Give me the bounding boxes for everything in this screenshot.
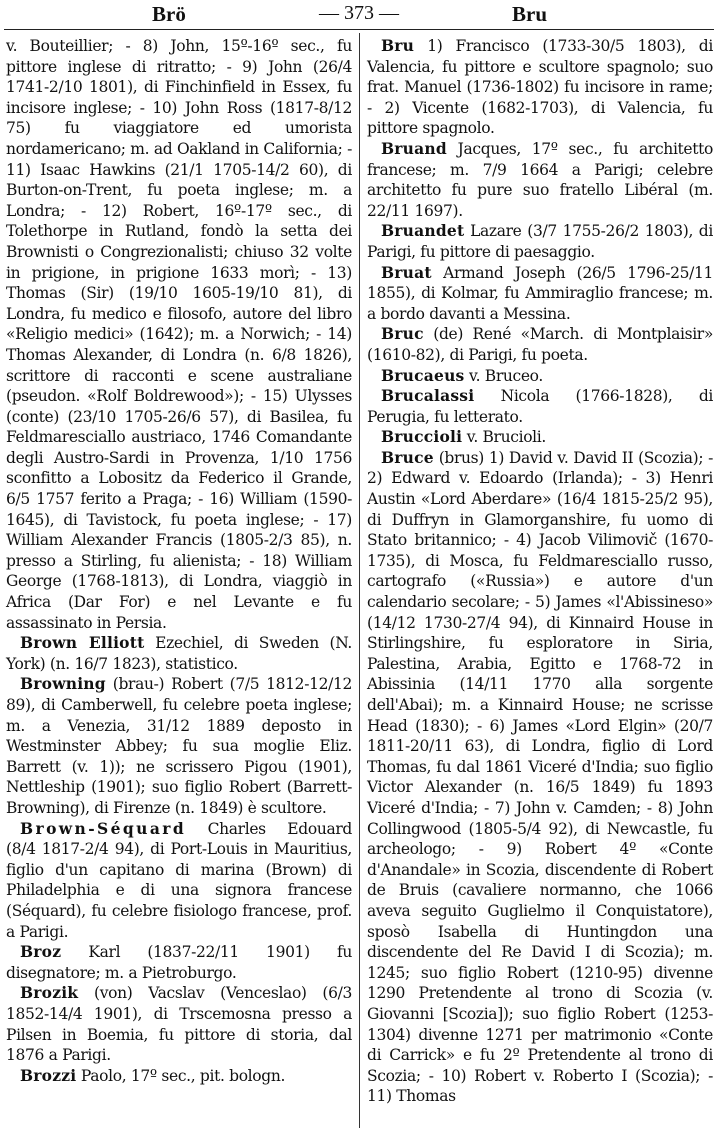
entry <box>6 674 352 818</box>
entry <box>367 263 713 325</box>
entry-text: Charles Edouard (8/4 1817-2/4 94), di Port-Louis in Mauritius, figlio d'un capitano di marina (Brown) di Philadelphia e di una signora francese (Séquard), fu celebre fisiologo francese, prof. a Parigi. <box>6 819 352 941</box>
entry <box>6 1066 352 1087</box>
entry-headword: Bruce <box>381 447 434 467</box>
right-column <box>367 36 713 1107</box>
entry <box>6 36 352 633</box>
entry <box>6 819 352 943</box>
entry <box>367 366 713 387</box>
entry-headword: Bru <box>381 36 415 55</box>
entry-headword: Brown Elliott <box>20 633 145 653</box>
entry <box>367 36 713 139</box>
entry-text: Ezechiel, di Sweden (N. York) (n. 16/7 1823), statistico. <box>6 634 353 673</box>
entry <box>367 324 713 365</box>
entry-text: Jacques, 17º sec., fu architetto francese; m. 7/9 1664 a Parigi; celebre architetto fu pure suo fratello Libéral (m. 22/11 1697). <box>367 139 713 220</box>
entry-text: 1) Francisco (1733-30/5 1803), di Valencia, fu pittore e scultore spagnolo; suo frat. Manuel (1736-1802) fu incisore in rame; - 2) Vicente (1682-1703), di Valencia, fu pittore spagnolo. <box>367 37 713 138</box>
entry-headword: Broz <box>20 942 62 962</box>
entry-headword: Bruand <box>381 138 447 158</box>
entry <box>367 139 713 221</box>
entry-headword: Brown-Séquard <box>20 818 187 838</box>
entry <box>6 983 352 1065</box>
entry-text: (von) Vacslav (Venceslao) (6/3 1852-14/4 1901), di Trscemosna presso a Pilsen in Boemia, fu pittore di storia, dal 1876 a Parigi. <box>6 984 352 1065</box>
entry-headword: Brozik <box>20 983 79 1003</box>
entry <box>367 427 713 448</box>
entry-text: Paolo, 17º sec., pit. bologn. <box>76 1066 286 1085</box>
entry-headword: Bruandet <box>381 221 465 241</box>
entry-text: Nicola (1766-1828), di Perugia, fu letterato. <box>367 387 713 426</box>
entry-text: v. Brucioli. <box>462 428 546 447</box>
header-right-guideword: Bru <box>512 2 548 26</box>
page-header <box>0 0 718 30</box>
entry-headword: Bruccioli <box>381 427 463 447</box>
entry-text: (de) René «March. di Montplaisir» (1610-82), di Parigi, fu poeta. <box>367 325 713 364</box>
entry-headword: Bruat <box>381 262 432 282</box>
entry-headword: Brucaeus <box>381 365 465 385</box>
column-divider <box>359 33 360 1128</box>
entry-text: (brus) 1) David v. David II (Scozia); - 2) Edward v. Edoardo (Irlanda); - 3) Henri Austin «Lord Aberdare» (16/4 1815-25/2 95), di Duffryn in Glamorganshire, fu uomo di Stato britannico; - 4) Jacob Vilimovič (1670-1735), di Mosca, fu Feldmaresciallo russo, cartografo («Russia») e autore d'un calendario secolare; - 5) James «l'Abissineso» (14/12 1730-27/4 94), di Kinnaird House in Stirlingshire, fu esploratore in Siria, Palestina, Arabia, Egitto e 1768-72 in Abissinia (14/11 1770 alla sorgente dell'Abai); m. a Kinnaird House; ne scrisse Head (1830); - 6) James «Lord Elgin» (20/7 1811-20/11 63), di Londra, figlio di Lord Thomas, fu dal 1861 Viceré d'India; suo figlio Victor Alexander (n. 16/5 1849) fu 1893 Viceré d'India; - 7) John v. Camden; - 8) John Collingwood (1805-5/4 92), di Newcastle, fu archeologo; - 9) Robert 4º «Conte d'Anandale» in Scozia, discendente di Robert de Bruis (cavaliere normanno, che 1066 aveva seguito Guglielmo il Conquistatore), sposò Isabella di Huntingdon una discendente del Re David I di Scozia); m. 1245; suo figlio Robert (1210-95) divenne 1290 Pretendente al trono di Scozia (v. Giovanni [Scozia]); suo figlio Robert (1253-1304) divenne 1271 per matrimonio «Conte di Carrick» e fu 2º Pretendente al trono di Scozia; - 10) Robert v. Roberto I (Scozia); - 11) Thomas <box>367 448 713 1106</box>
entry-headword: Brozzi <box>20 1065 77 1085</box>
entry-text: (brau-) Robert (7/5 1812-12/12 89), di Camberwell, fu celebre poeta inglese; m. a Venezia, 31/12 1889 deposto in Westminster Abbey; fu sua moglie Eliz. Barrett (v. 1)); ne scrissero Pigou (1901), Nettleship (1901); suo figlio Robert (Barrett-Browning), di Firenze (n. 1849) è scultore. <box>6 675 352 817</box>
entry <box>367 221 713 262</box>
page-number: — 373 — <box>319 2 399 24</box>
entry <box>367 448 713 1107</box>
entry-text: Armand Joseph (26/5 1796-25/11 1855), di Kolmar, fu Ammiraglio francese; m. a bordo davanti a Messina. <box>367 263 713 323</box>
entry <box>6 942 352 983</box>
entry-headword: Brucalassi <box>381 386 475 406</box>
entry-headword: Bruc <box>381 324 424 344</box>
entry-text: Karl (1837-22/11 1901) fu disegnatore; m. a Pietroburgo. <box>6 943 352 982</box>
entry-text: v. Bruceo. <box>464 366 543 385</box>
header-rule <box>4 29 714 30</box>
entry-headword: Browning <box>20 674 106 694</box>
header-left-guideword: Brö <box>152 2 186 26</box>
entry-text: Lazare (3/7 1755-26/2 1803), di Parigi, fu pittore di paesaggio. <box>367 222 713 261</box>
entry <box>6 633 352 674</box>
entry <box>367 386 713 427</box>
left-column <box>6 36 352 1086</box>
entry-text: v. Bouteillier; - 8) John, 15º-16º sec., fu pittore inglese di ritratto; - 9) John (26/4 1741-2/10 1801), di Finchinfield in Essex, fu incisore inglese; - 10) John Ross (1817-8/12 75) fu viaggiatore ed umorista nordamericano; m. ad Oakland in California; - 11) Isaac Hawkins (21/1 1705-14/2 60), di Burton-on-Trent, fu poeta inglese; m. a Londra; - 12) Robert, 16º-17º sec., di Tolethorpe in Rutland, fondò la setta dei Brownisti o Congrezionalisti; chiuso 32 volte in prigione, in prigione 1633 morì; - 13) Thomas (Sir) (19/10 1605-19/10 81), di Londra, fu medico e filosofo, autore del libro «Religio medici» (1642); m. a Norwich; - 14) Thomas Alexander, di Londra (n. 6/8 1826), scrittore di racconti e scene australiane (pseudon. «Rolf Boldrewood»); - 15) Ulysses (conte) (23/10 1705-26/6 57), di Basilea, fu Feldmaresciallo austriaco, 1746 Comandante degli Austro-Sardi in Provenza, 1/10 1756 sconfitto a Lobositz da Federico il Grande, 6/5 1757 ferito a Praga; - 16) William (1590-1645), di Tavistock, fu poeta inglese; - 17) William Alexander Francis (1805-2/3 85), n. presso a Stirling, fu alienista; - 18) William George (1768-1813), di Londra, viaggiò in Africa (Dar For) e nel Levante e fu assassinato in Persia. <box>6 37 352 632</box>
